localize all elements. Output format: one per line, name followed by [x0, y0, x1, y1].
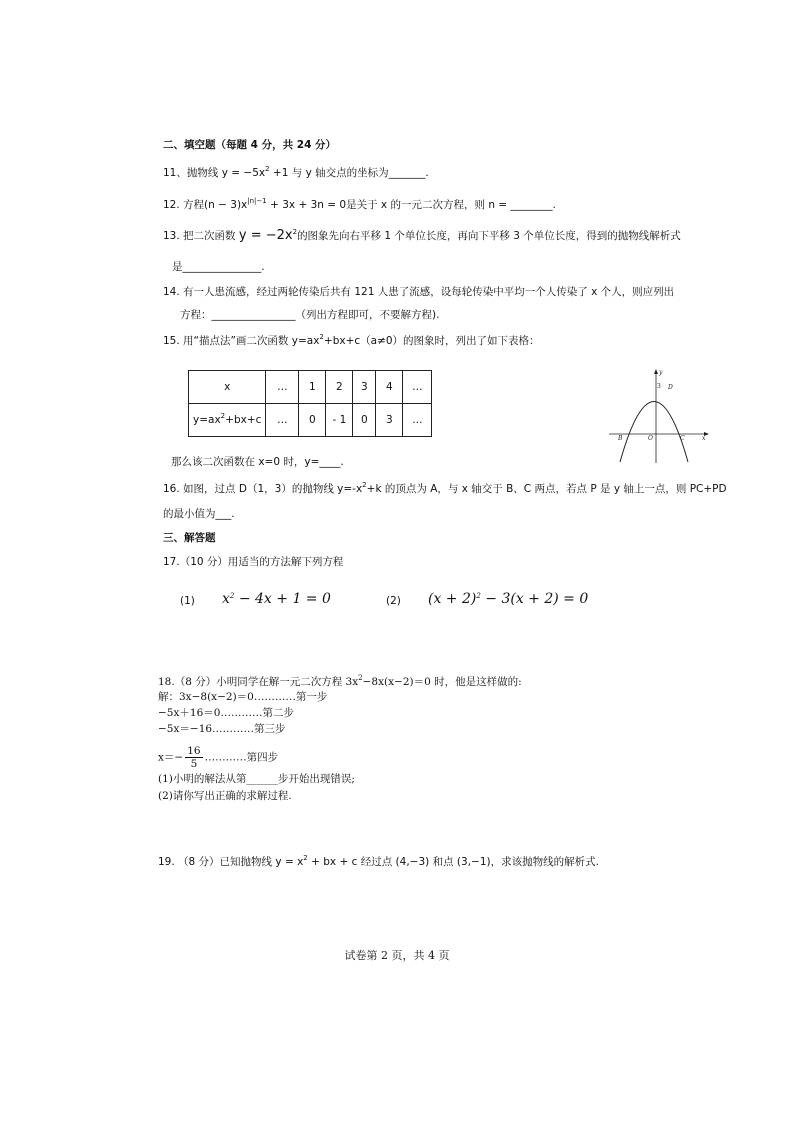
q18-step1: 解：3x−8(x−2)＝0…………第一步	[158, 691, 328, 703]
table-cell: 1	[299, 371, 326, 404]
graph-label-x: x	[702, 435, 706, 442]
q12-text: 是关于 x 的一元二次方程，则 n = ________.	[346, 199, 556, 211]
q11-expression: $y = -5x^2 +1$	[221, 165, 289, 179]
table-cell: …	[266, 371, 299, 404]
q13-text: 的图象先向右平移 1 个单位长度，再向下平移 3 个单位长度，得到的抛物线解析式	[297, 230, 681, 242]
q18-step4: x＝− $\frac{16}{5}$ …………第四步	[158, 745, 279, 770]
q17-part1-label: (1)	[180, 595, 195, 607]
question-11	[163, 166, 429, 180]
parabola-curve	[620, 402, 688, 463]
question-12	[163, 198, 556, 212]
graph-label-c: C	[680, 435, 685, 442]
table-cell: x	[189, 371, 266, 404]
q13-prefix: 13. 把二次函数	[163, 230, 239, 242]
question-16: 16. 如图，过点 D（1，3）的抛物线 $y=-x^2+k$ 的顶点为 A，与 x 轴交于 B、C 两点，若点 P 是 y 轴上一点，则 PC+PD	[163, 481, 727, 495]
graph-label-b: B	[618, 435, 623, 442]
q18-step3: −5x＝−16…………第三步	[158, 723, 286, 735]
q18-sub1: (1)小明的解法从第______步开始出现错误;	[158, 773, 355, 785]
values-table	[188, 370, 432, 437]
table-row	[189, 371, 432, 404]
table-cell: …	[403, 371, 432, 404]
q15-followup: 那么该二次函数在 x=0 时，y=____.	[171, 456, 344, 468]
q17-part1-equation: $x^2 - 4x + 1 = 0$	[222, 591, 331, 607]
table-cell: 4	[376, 371, 403, 404]
section-title-solve: 三、解答题	[163, 532, 216, 544]
q17-part2-label: (2)	[386, 595, 401, 607]
table-cell: 0	[353, 404, 376, 437]
question-19: 19. （8 分）已知抛物线 $y = x^2$ + bx + c 经过点 (4,−3) 和点 (3,−1)，求该抛物线的解析式.	[158, 854, 599, 868]
table-cell: - 1	[326, 404, 353, 437]
table-cell: 2	[326, 371, 353, 404]
table-cell: 0	[299, 404, 326, 437]
q13-line2: 是_______________.	[172, 261, 265, 273]
table-row	[189, 404, 432, 437]
graph-label-o: O	[648, 435, 653, 442]
q11-prefix: 11、抛物线	[163, 167, 222, 179]
parabola-figure	[606, 368, 710, 466]
q13-expression: $y = -2x^2$	[238, 228, 298, 243]
question-18: 18.（8 分）小明同学在解一元二次方程 $3x^2-8x(x-2)=0$ 时，他是这样做的:	[158, 674, 522, 688]
question-17: 17.（10 分）用适当的方法解下列方程	[163, 556, 344, 568]
q12-prefix: 12. 方程	[163, 199, 205, 211]
section-title-fill-in: 二、填空题（每题 4 分，共 24 分）	[163, 139, 337, 151]
q18-sub2: (2)请你写出正确的求解过程.	[158, 790, 292, 802]
question-13	[163, 229, 681, 243]
question-14: 14. 有一人患流感，经过两轮传染后共有 121 人患了流感，设每轮传染中平均一个人传染了 x 个人，则应列出	[163, 286, 675, 298]
table-cell: $y=ax^2+bx+c$	[189, 404, 266, 437]
y-axis-arrow	[654, 369, 658, 374]
q18-fraction: $\frac{16}{5}$	[187, 745, 201, 770]
table-cell: …	[403, 404, 432, 437]
graph-label-3: 3	[657, 383, 661, 390]
question-15: 15. 用“描点法”画二次函数 $y=ax^2+bx+c(a\ne 0)$的图象时，列出了如下表格：	[163, 333, 540, 347]
q12-expression: $(n - 3)x^{|n|-1} + 3x + 3n = 0$	[204, 197, 347, 211]
table-cell: 3	[353, 371, 376, 404]
q17-part2-equation: $(x + 2)^2 - 3(x + 2) = 0$	[428, 591, 589, 607]
page-footer: 试卷第 2 页，共 4 页	[344, 949, 450, 962]
q16-line2: 的最小值为___.	[163, 508, 235, 520]
q18-step2: −5x＋16＝0…………第二步	[158, 707, 294, 719]
graph-label-d: D	[668, 384, 673, 391]
graph-label-y: y	[659, 369, 663, 376]
table-cell: 3	[376, 404, 403, 437]
q11-text: 与 y 轴交点的坐标为_______.	[288, 167, 429, 179]
q14-line2: 方程：________________（列出方程即可，不要解方程).	[180, 309, 440, 321]
table-cell: …	[266, 404, 299, 437]
